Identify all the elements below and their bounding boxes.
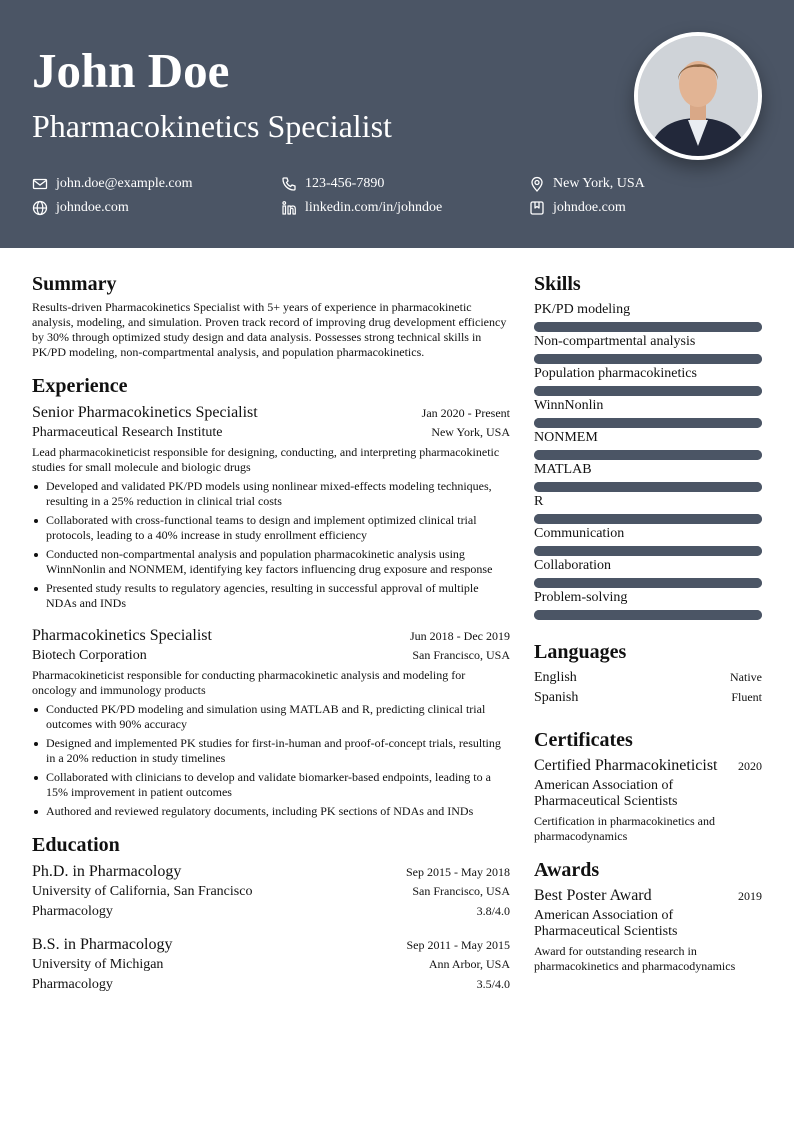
certificates-heading: Certificates [534, 729, 633, 751]
location-pin-icon [529, 176, 545, 192]
contact-linkedin-text: linkedin.com/in/johndoe [305, 200, 443, 215]
certificate-item [534, 756, 762, 844]
list-item: Designed and implemented PK studies for first-in-human and proof-of-concept trials, resulting in a 20% reduction in study timelines [32, 736, 510, 766]
summary-heading: Summary [32, 273, 117, 295]
contact-email-text: john.doe@example.com [56, 176, 193, 191]
education-heading: Education [32, 834, 120, 856]
skill-level-bar [534, 578, 762, 588]
edu-field: Pharmacology [32, 977, 113, 992]
skill-name: MATLAB [534, 462, 592, 477]
job-role: Pharmacokinetics Specialist [32, 627, 212, 644]
skill-item [534, 396, 762, 428]
skill-item [534, 556, 762, 588]
job-dates: Jun 2018 - Dec 2019 [410, 629, 510, 643]
education-section [32, 833, 510, 995]
job-description: Lead pharmacokineticist responsible for designing, conducting, and interpreting pharmacokinetic studies for small molecule and biologic drugs [32, 445, 500, 474]
skill-item [534, 460, 762, 492]
main-column [32, 272, 510, 1009]
job-entry [32, 402, 510, 611]
skill-item [534, 524, 762, 556]
job-location: New York, USA [431, 425, 510, 439]
skill-level-bar [534, 322, 762, 332]
education-entry [32, 934, 510, 995]
contact-phone-text: 123-456-7890 [305, 176, 385, 191]
skill-item [534, 492, 762, 524]
skill-level-bar [534, 482, 762, 492]
edu-degree: B.S. in Pharmacology [32, 936, 173, 953]
experience-heading: Experience [32, 375, 128, 397]
resume-header [0, 0, 794, 248]
globe-icon [32, 200, 48, 216]
language-level: Native [730, 670, 762, 684]
skill-level-bar [534, 610, 762, 620]
edu-location: San Francisco, USA [412, 884, 510, 898]
language-item [534, 668, 762, 688]
list-item: Presented study results to regulatory agencies, resulting in successful approval of multiple NDAs and INDs [32, 581, 510, 611]
skill-level-bar [534, 386, 762, 396]
certificate-year: 2020 [738, 759, 762, 773]
edu-dates: Sep 2011 - May 2015 [406, 938, 510, 952]
award-item [534, 886, 762, 974]
list-item: Conducted non-compartmental analysis and population pharmacokinetic analysis using WinnNonlin and NONMEM, identifying key factors influencing drug exposure and response [32, 547, 510, 577]
skill-name: NONMEM [534, 430, 598, 445]
mail-icon [32, 176, 48, 192]
language-item [534, 688, 762, 708]
edu-field: Pharmacology [32, 904, 113, 919]
job-entry [32, 625, 510, 819]
skill-name: WinnNonlin [534, 398, 604, 413]
skill-item [534, 428, 762, 460]
job-location: San Francisco, USA [412, 648, 510, 662]
award-org: American Association of Pharmaceutical Scientists [534, 908, 678, 939]
edu-gpa: 3.5/4.0 [476, 977, 510, 991]
language-name: English [534, 670, 577, 685]
skill-name: R [534, 494, 544, 509]
list-item: Collaborated with clinicians to develop and validate biomarker-based endpoints, leading to a 15% improvement in patient outcomes [32, 770, 510, 800]
list-item: Collaborated with cross-functional teams to design and implement optimized clinical trial protocols, leading to a 40% increase in study enrollment efficiency [32, 513, 510, 543]
summary-section [32, 272, 510, 360]
skill-name: Non-compartmental analysis [534, 334, 696, 349]
contact-location [529, 175, 645, 193]
certificate-description: Certification in pharmacokinetics and pharmacodynamics [534, 814, 715, 843]
language-name: Spanish [534, 690, 579, 705]
job-company: Pharmaceutical Research Institute [32, 425, 223, 440]
job-achievements [32, 479, 510, 611]
summary-text: Results-driven Pharmacokinetics Specialist with 5+ years of experience in pharmacokinetic analysis, modeling, and simulation. Proven track record of improving drug development efficiency by 30% through optimized study design and data analysis. Possesses strong technical skills in PK/PD modeling, non-compartmental analysis, and population pharmacokinetics. [32, 300, 507, 359]
skill-level-bar [534, 514, 762, 524]
phone-icon [281, 176, 297, 192]
skill-name: Population pharmacokinetics [534, 366, 697, 381]
candidate-name: John Doe [32, 43, 230, 98]
job-role: Senior Pharmacokinetics Specialist [32, 404, 258, 421]
skill-item [534, 588, 762, 620]
contact-phone[interactable] [281, 175, 384, 193]
education-entry [32, 861, 510, 922]
edu-school: University of Michigan [32, 957, 164, 972]
skills-list [534, 300, 762, 620]
skill-name: Collaboration [534, 558, 611, 573]
language-level: Fluent [731, 690, 762, 704]
edu-degree: Ph.D. in Pharmacology [32, 863, 182, 880]
skill-name: Communication [534, 526, 625, 541]
profile-photo [634, 32, 762, 160]
award-description: Award for outstanding research in pharmacokinetics and pharmacodynamics [534, 944, 736, 973]
candidate-title: Pharmacokinetics Specialist [32, 108, 392, 144]
sidebar-column [534, 272, 762, 988]
skill-level-bar [534, 546, 762, 556]
skills-section [534, 272, 762, 620]
contact-website[interactable] [32, 199, 129, 217]
skill-item [534, 332, 762, 364]
person-portrait-icon [638, 36, 758, 156]
skill-name: PK/PD modeling [534, 302, 631, 317]
skill-level-bar [534, 418, 762, 428]
contact-website-text: johndoe.com [56, 200, 129, 215]
awards-heading: Awards [534, 859, 600, 881]
skill-name: Problem-solving [534, 590, 628, 605]
awards-section [534, 858, 762, 974]
job-dates: Jan 2020 - Present [421, 406, 510, 420]
linkedin-icon [281, 200, 297, 216]
edu-school: University of California, San Francisco [32, 884, 253, 899]
skill-item [534, 300, 762, 332]
certificates-section [534, 728, 762, 844]
list-item: Developed and validated PK/PD models using nonlinear mixed-effects modeling techniques, resulting in a 25% reduction in clinical trial costs [32, 479, 510, 509]
bookmark-icon [529, 200, 545, 216]
job-description: Pharmacokineticist responsible for conducting pharmacokinetic analysis and modeling for oncology and immunology products [32, 668, 466, 697]
contact-portfolio-text: johndoe.com [553, 200, 626, 215]
certificate-name: Certified Pharmacokineticist [534, 757, 718, 774]
list-item: Conducted PK/PD modeling and simulation using MATLAB and R, predicting clinical trial outcomes with 90% accuracy [32, 702, 510, 732]
edu-location: Ann Arbor, USA [428, 957, 510, 971]
languages-heading: Languages [534, 641, 627, 663]
edu-dates: Sep 2015 - May 2018 [406, 865, 510, 879]
skill-level-bar [534, 354, 762, 364]
job-achievements [32, 702, 510, 819]
skill-level-bar [534, 450, 762, 460]
experience-section [32, 374, 510, 819]
contact-portfolio[interactable] [529, 199, 626, 217]
list-item: Authored and reviewed regulatory documents, including PK sections of NDAs and INDs [32, 804, 510, 819]
certificate-org: American Association of Pharmaceutical Scientists [534, 778, 678, 809]
contact-email[interactable] [32, 175, 193, 193]
edu-gpa: 3.8/4.0 [476, 904, 510, 918]
contact-location-text: New York, USA [553, 176, 645, 191]
languages-section [534, 640, 762, 708]
job-company: Biotech Corporation [32, 648, 147, 663]
skills-heading: Skills [534, 273, 581, 295]
skill-item [534, 364, 762, 396]
award-year: 2019 [738, 889, 762, 903]
contact-linkedin[interactable] [281, 199, 442, 217]
award-name: Best Poster Award [534, 887, 652, 904]
